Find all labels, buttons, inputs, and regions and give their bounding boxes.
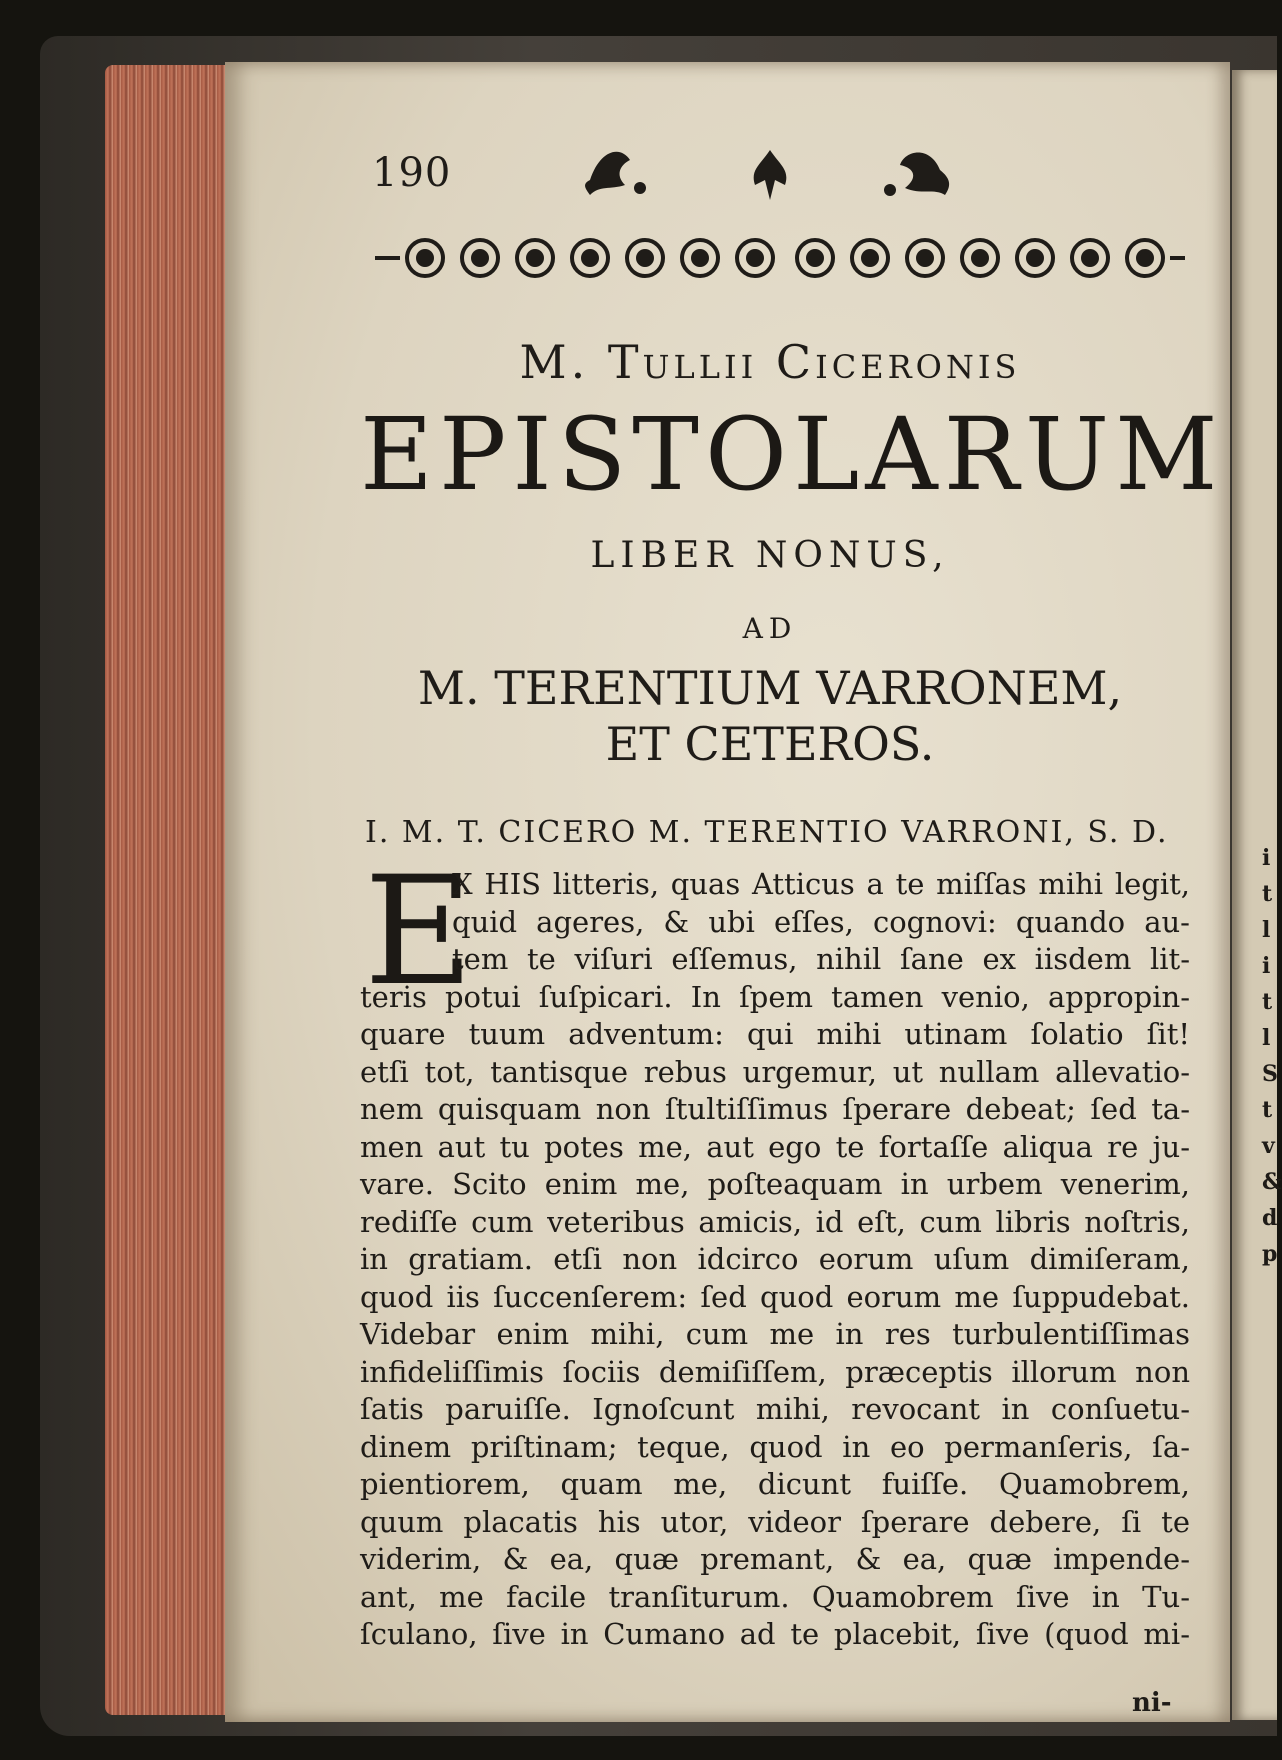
author-line: M. Tullii Ciceronis xyxy=(519,335,1021,389)
page-title: EPISTOLARUM xyxy=(360,396,1224,513)
book-number: LIBER NONUS, xyxy=(590,535,950,576)
addressees xyxy=(360,660,1180,772)
text-line: quum placatis his utor, videor ſperare debere, ſi te xyxy=(360,1504,1190,1539)
letter-heading: I. M. T. CICERO M. TERENTIO VARRONI, S. D. xyxy=(365,815,1169,850)
text-line: etſi tot, tantisque rebus urgemur, ut nullam allevatio- xyxy=(360,1054,1190,1089)
decorative-border xyxy=(370,228,1190,288)
text-line: infideliſſimis ſociis demiſiſſem, præceptis illorum non xyxy=(360,1354,1190,1389)
text-line: vare. Scito enim me, poſteaquam in urbem venerim, xyxy=(360,1167,1190,1201)
text-line: ant, me facile tranſiturum. Quamobrem ſive in Tu- xyxy=(360,1579,1190,1614)
text-line: quare tuum adventum: qui mihi utinam ſolatio ſit! xyxy=(360,1017,1190,1051)
text-line: men aut tu potes me, aut ego te fortaſſe aliqua re ju- xyxy=(360,1129,1190,1164)
ad-line: AD xyxy=(742,612,798,645)
text-line: viderim, & ea, quæ premant, & ea, quæ impende- xyxy=(360,1542,1190,1576)
flourish-ornaments xyxy=(560,140,980,210)
addressee-line: ET CETEROS. xyxy=(605,717,935,771)
text-line: dinem priſtinam; teque, quod in eo permanſeris, ſa- xyxy=(360,1429,1190,1464)
drop-cap: E xyxy=(364,845,474,1019)
text-line: teris potui ſuſpicari. In ſpem tamen venio, appropin- xyxy=(360,979,1190,1014)
letter-body xyxy=(360,866,1190,1654)
text-line: rediſſe cum veteribus amicis, id eſt, cum libris noſtris, xyxy=(360,1204,1190,1239)
text-line: nem quisquam non ſtultiſſimus ſperare debeat; ſed ta- xyxy=(360,1092,1190,1126)
text-line: pientiorem, quam me, dicunt fuiſſe. Quamobrem, xyxy=(360,1467,1190,1501)
fleur-de-lis-icon xyxy=(754,150,787,200)
leaf-flourish-icon xyxy=(585,152,630,195)
text-line: ſatis paruiſſe. Ignoſcunt mihi, revocant in conſuetu- xyxy=(360,1392,1190,1426)
text-line: quid ageres, & ubi eſſes, cognovi: quando au- xyxy=(452,904,1190,939)
leaf-flourish-right-icon xyxy=(900,153,949,196)
text-line: in gratiam. etſi non idcirco eorum uſum dimiſeram, xyxy=(360,1242,1190,1276)
text-line: quod iis ſuccenſerem: ſed quod eorum me ſuppudebat. xyxy=(360,1279,1190,1314)
text-line: tem te viſuri eſſemus, nihil ſane ex iisdem lit- xyxy=(452,942,1190,976)
text-line: ſculano, ſive in Cumano ad te placebit, ſive (quod mi- xyxy=(360,1617,1190,1651)
facing-page-letters: i t l i t l S t v & d p xyxy=(1262,845,1282,1267)
addressee-line: M. TERENTIUM VARRONEM, xyxy=(417,661,1123,715)
catchword: ni- xyxy=(1132,1688,1172,1718)
text-line: X HIS litteris, quas Atticus a te miſſas mihi legit, xyxy=(452,867,1190,901)
text-line: Videbar enim mihi, cum me in res turbulentiſſimas xyxy=(360,1317,1190,1351)
page-edges xyxy=(105,65,230,1715)
page-number: 190 xyxy=(372,150,452,196)
